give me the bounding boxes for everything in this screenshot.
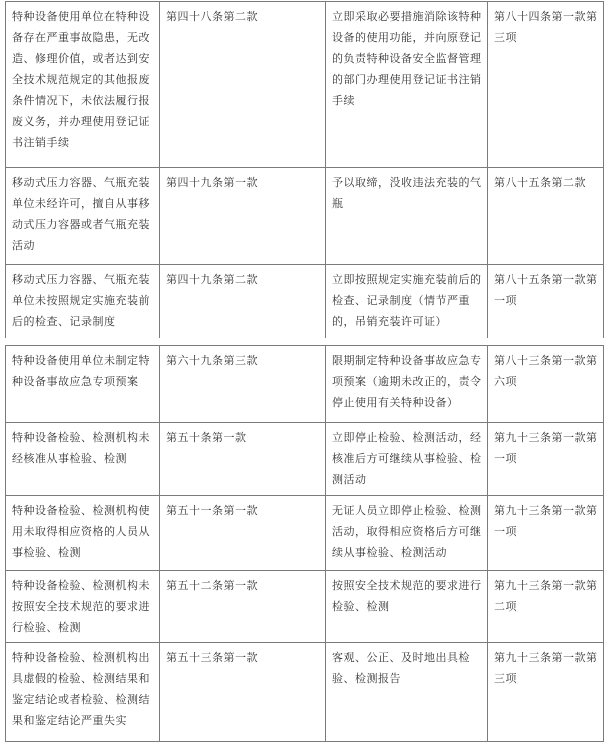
violation-cell: 特种设备检验、检测机构使用未取得相应资格的人员从事检验、检测 <box>6 496 160 571</box>
table-row <box>6 168 604 265</box>
table-row <box>6 496 604 571</box>
basis-cell: 第八十五条第二款 <box>488 168 604 265</box>
violation-cell: 移动式压力容器、气瓶充装单位未经许可，擅自从事移动式压力容器或者气瓶充装活动 <box>6 168 160 265</box>
basis-cell: 第九十三条第一款第一项 <box>488 496 604 571</box>
violation-cell: 特种设备检验、检测机构出具虚假的检验、检测结果和鉴定结论或者检验、检测结果和鉴定结论严重失实 <box>6 643 160 742</box>
regulation-table-bottom <box>5 345 604 742</box>
basis-cell: 第八十三条第一款第六项 <box>488 346 604 423</box>
clause-cell: 第四十九条第二款 <box>160 265 326 339</box>
basis-cell: 第八十五条第一款第一项 <box>488 265 604 339</box>
penalty-cell: 立即采取必要措施消除该特种设备的使用功能，并向原登记的负责特种设备安全监督管理的部门办理使用登记证书注销手续 <box>326 2 488 168</box>
violation-cell: 特种设备检验、检测机构未经核准从事检验、检测 <box>6 423 160 496</box>
violation-cell: 特种设备使用单位在特种设备存在严重事故隐患，无改造、修理价值，或者达到安全技术规范规定的其他报废条件情况下，未依法履行报废义务，并办理使用登记证书注销手续 <box>6 2 160 168</box>
table-gap <box>0 338 608 345</box>
violation-cell: 特种设备检验、检测机构未按照安全技术规范的要求进行检验、检测 <box>6 571 160 643</box>
clause-cell: 第五十一条第一款 <box>160 496 326 571</box>
clause-cell: 第六十九条第三款 <box>160 346 326 423</box>
table-row <box>6 265 604 339</box>
regulation-table-top <box>5 1 604 339</box>
table-row <box>6 2 604 168</box>
penalty-cell: 客观、公正、及时地出具检验、检测报告 <box>326 643 488 742</box>
clause-cell: 第四十八条第二款 <box>160 2 326 168</box>
penalty-cell: 限期制定特种设备事故应急专项预案（逾期未改正的，责令停止使用有关特种设备） <box>326 346 488 423</box>
penalty-cell: 无证人员立即停止检验、检测活动，取得相应资格后方可继续从事检验、检测活动 <box>326 496 488 571</box>
table-row <box>6 346 604 423</box>
clause-cell: 第五十二条第一款 <box>160 571 326 643</box>
penalty-cell: 立即按照规定实施充装前后的检查、记录制度（情节严重的，吊销充装许可证） <box>326 265 488 339</box>
basis-cell: 第九十三条第一款第二项 <box>488 571 604 643</box>
penalty-cell: 予以取缔，没收违法充装的气瓶 <box>326 168 488 265</box>
clause-cell: 第四十九条第一款 <box>160 168 326 265</box>
violation-cell: 特种设备使用单位未制定特种设备事故应急专项预案 <box>6 346 160 423</box>
basis-cell: 第九十三条第一款第三项 <box>488 643 604 742</box>
penalty-cell: 按照安全技术规范的要求进行检验、检测 <box>326 571 488 643</box>
table-row <box>6 571 604 643</box>
basis-cell: 第八十四条第一款第三项 <box>488 2 604 168</box>
basis-cell: 第九十三条第一款第一项 <box>488 423 604 496</box>
table-row <box>6 423 604 496</box>
table-row <box>6 643 604 742</box>
violation-cell: 移动式压力容器、气瓶充装单位未按照规定实施充装前后的检查、记录制度 <box>6 265 160 339</box>
clause-cell: 第五十三条第一款 <box>160 643 326 742</box>
clause-cell: 第五十条第一款 <box>160 423 326 496</box>
penalty-cell: 立即停止检验、检测活动，经核准后方可继续从事检验、检测活动 <box>326 423 488 496</box>
